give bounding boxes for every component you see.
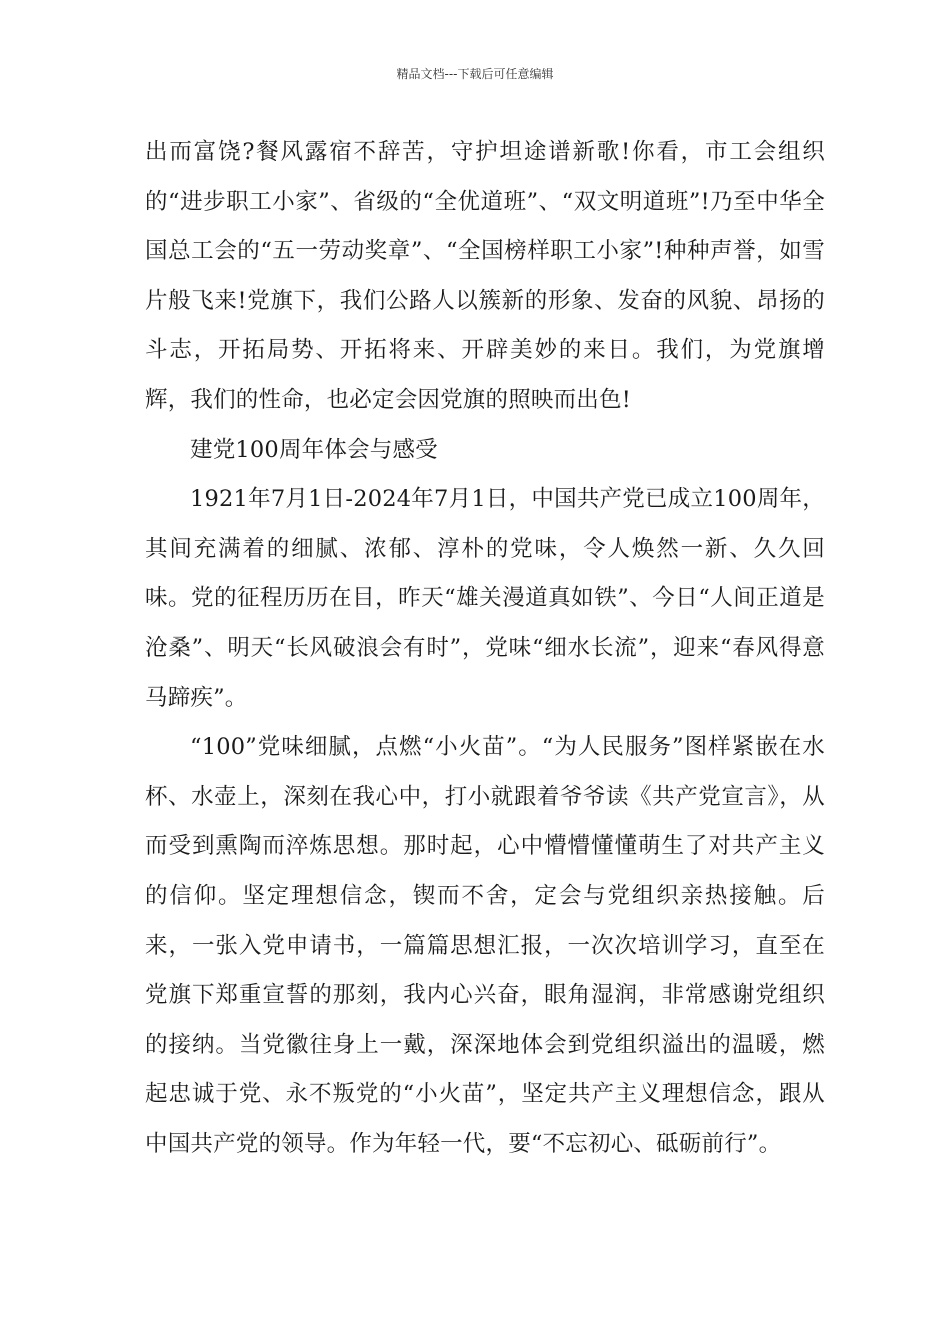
section-heading: 建党100周年体会与感受 xyxy=(190,436,438,463)
paragraph-continuation: 出而富饶?餐风露宿不辞苦，守护坦途谱新歌!你看，市工会组织的“进步职工小家”、省级的“全优道班”、“双文明道班”!乃至中华全国总工会的“五一劳动奖章”、“全国榜样职工小家”!种种声誉，如雪片般飞来!党旗下，我们公路人以簇新的形象、发奋的风貌、昂扬的斗志，开拓局势、开拓将来、开辟美妙的来日。我们，为党旗增辉，我们的性命，也必定会因党旗的照映而出色! xyxy=(145,139,825,413)
paragraph: 1921年7月1日-2024年7月1日，中国共产党已成立100周年，其间充满着的细腻、浓郁、淳朴的党味，令人焕然一新、久久回味。党的征程历历在目，昨天“雄关漫道真如铁”、今日“人间正道是沧桑”、明天“长风破浪会有时”，党味“细水长流”，迎来“春风得意马蹄疾”。 xyxy=(145,486,825,711)
document-body xyxy=(145,128,825,1169)
paragraph: “100”党味细腻，点燃“小火苗”。“为人民服务”图样紧嵌在水杯、水壶上，深刻在我心中，打小就跟着爷爷读《共产党宣言》，从而受到熏陶而淬炼思想。那时起，心中懵懵懂懂萌生了对共产主义的信仰。坚定理想信念，锲而不舍，定会与党组织亲热接触。后来，一张入党申请书，一篇篇思想汇报，一次次培训学习，直至在党旗下郑重宣誓的那刻，我内心兴奋，眼角湿润，非常感谢党组织的接纳。当党徽往身上一戴，深深地体会到党组织溢出的温暖，燃起忠诚于党、永不叛党的“小火苗”，坚定共产主义理想信念，跟从中国共产党的领导。作为年轻一代，要“不忘初心、砥砺前行”。 xyxy=(145,734,825,1157)
page-header: 精品文档---下载后可任意编辑 xyxy=(396,67,554,81)
